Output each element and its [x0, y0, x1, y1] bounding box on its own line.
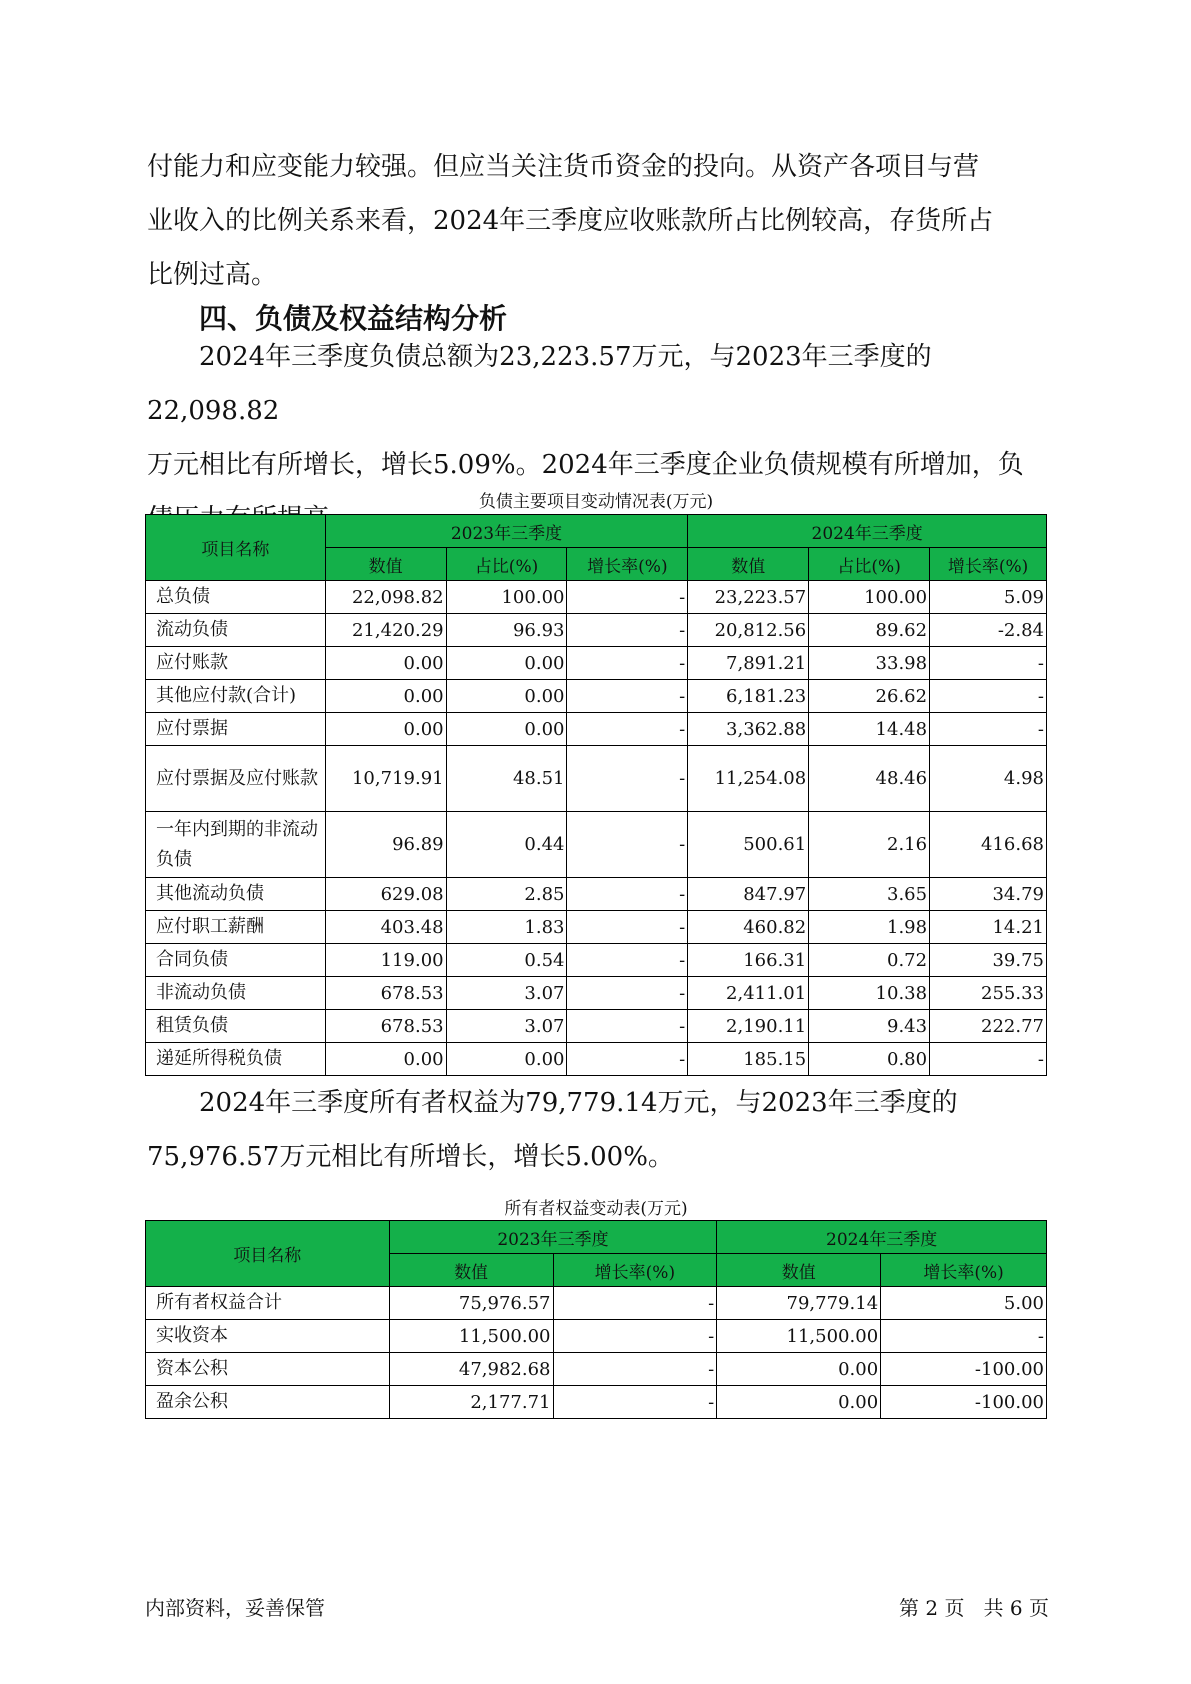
liability-sub-share-2024: 占比(%) [809, 548, 930, 581]
cell-value-2023: 0.00 [325, 1043, 446, 1076]
cell-growth-2024: -100.00 [881, 1353, 1047, 1386]
cell-growth-2024: - [930, 647, 1047, 680]
cell-value-2024: 185.15 [688, 1043, 809, 1076]
cell-growth-2024: - [930, 713, 1047, 746]
cell-share-2024: 33.98 [809, 647, 930, 680]
cell-growth-2024: 255.33 [930, 977, 1047, 1010]
table-row [146, 581, 1047, 614]
equity-header-row-1 [146, 1221, 1047, 1254]
cell-value-2023: 678.53 [325, 1010, 446, 1043]
cell-value-2024: 7,891.21 [688, 647, 809, 680]
cell-growth-2024: - [930, 1043, 1047, 1076]
table-row [146, 713, 1047, 746]
table-row [146, 746, 1047, 812]
equity-sub-value-2024: 数值 [717, 1254, 881, 1287]
cell-growth-2024: 4.98 [930, 746, 1047, 812]
cell-share-2023: 0.00 [446, 1043, 567, 1076]
cell-share-2024: 2.16 [809, 812, 930, 878]
cell-growth-2023: - [567, 581, 688, 614]
intro-line-1: 付能力和应变能力较强。但应当关注货币资金的投向。从资产各项目与营 [147, 152, 980, 182]
cell-share-2023: 0.44 [446, 812, 567, 878]
cell-value-2023: 11,500.00 [389, 1320, 553, 1353]
liability-sub-growth-2024: 增长率(%) [930, 548, 1047, 581]
liability-sub-value-2023: 数值 [325, 548, 446, 581]
equity-line-2: 75,976.57万元相比有所增长，增长5.00%。 [147, 1142, 674, 1172]
cell-value-2024: 79,779.14 [717, 1287, 881, 1320]
cell-growth-2024: 222.77 [930, 1010, 1047, 1043]
cell-value-2023: 119.00 [325, 944, 446, 977]
table-row [146, 1320, 1047, 1353]
cell-growth-2023: - [567, 812, 688, 878]
intro-paragraph [147, 140, 1052, 302]
cell-growth-2023: - [567, 680, 688, 713]
cell-share-2024: 3.65 [809, 878, 930, 911]
cell-value-2024: 500.61 [688, 812, 809, 878]
cell-value-2023: 22,098.82 [325, 581, 446, 614]
cell-share-2023: 3.07 [446, 977, 567, 1010]
cell-share-2024: 1.98 [809, 911, 930, 944]
row-name: 实收资本 [146, 1320, 390, 1353]
cell-value-2023: 403.48 [325, 911, 446, 944]
table-row [146, 878, 1047, 911]
cell-value-2023: 0.00 [325, 713, 446, 746]
cell-value-2024: 460.82 [688, 911, 809, 944]
liability-table-caption: 负债主要项目变动情况表(万元) [478, 492, 714, 512]
equity-table-caption: 所有者权益变动表(万元) [504, 1199, 688, 1219]
cell-growth-2024: 14.21 [930, 911, 1047, 944]
cell-share-2023: 0.00 [446, 647, 567, 680]
cell-share-2023: 96.93 [446, 614, 567, 647]
liability-sub-share-2023: 占比(%) [446, 548, 567, 581]
table-row [146, 1353, 1047, 1386]
liability-col-name: 项目名称 [146, 515, 326, 581]
liability-sub-growth-2023: 增长率(%) [567, 548, 688, 581]
cell-value-2023: 75,976.57 [389, 1287, 553, 1320]
cell-share-2023: 0.00 [446, 680, 567, 713]
table-row [146, 1287, 1047, 1320]
liability-table [145, 514, 1047, 1076]
cell-share-2024: 100.00 [809, 581, 930, 614]
equity-period-2023: 2023年三季度 [389, 1221, 717, 1254]
table-row [146, 614, 1047, 647]
row-name: 其他流动负债 [146, 878, 326, 911]
equity-paragraph [147, 1076, 1052, 1184]
table-row [146, 911, 1047, 944]
section-heading: 四、负债及权益结构分析 [199, 302, 508, 335]
cell-growth-2023: - [553, 1320, 717, 1353]
row-name: 应付账款 [146, 647, 326, 680]
cell-growth-2023: - [567, 878, 688, 911]
cell-share-2023: 48.51 [446, 746, 567, 812]
liability-line-1: 2024年三季度负债总额为23,223.57万元，与2023年三季度的22,098.82 [147, 342, 932, 426]
cell-growth-2024: - [930, 680, 1047, 713]
cell-share-2023: 100.00 [446, 581, 567, 614]
cell-value-2024: 0.00 [717, 1386, 881, 1419]
cell-share-2024: 0.72 [809, 944, 930, 977]
cell-value-2023: 21,420.29 [325, 614, 446, 647]
cell-value-2024: 2,190.11 [688, 1010, 809, 1043]
cell-share-2024: 26.62 [809, 680, 930, 713]
table-row [146, 1043, 1047, 1076]
row-name: 递延所得税负债 [146, 1043, 326, 1076]
liability-period-2023: 2023年三季度 [325, 515, 688, 548]
row-name: 非流动负债 [146, 977, 326, 1010]
table-row [146, 1010, 1047, 1043]
row-name: 应付职工薪酬 [146, 911, 326, 944]
cell-value-2024: 11,500.00 [717, 1320, 881, 1353]
cell-growth-2024: 416.68 [930, 812, 1047, 878]
liability-line-2: 万元相比有所增长，增长5.09%。2024年三季度企业负债规模有所增加，负 [147, 450, 1024, 480]
cell-value-2024: 2,411.01 [688, 977, 809, 1010]
cell-share-2024: 9.43 [809, 1010, 930, 1043]
table-row [146, 812, 1047, 878]
footer-page-number: 第 2 页 共 6 页 [899, 1596, 1049, 1620]
cell-growth-2024: 34.79 [930, 878, 1047, 911]
row-name: 所有者权益合计 [146, 1287, 390, 1320]
cell-growth-2023: - [567, 1010, 688, 1043]
row-name: 一年内到期的非流动负债 [146, 812, 326, 878]
row-name: 租赁负债 [146, 1010, 326, 1043]
cell-growth-2024: - [881, 1320, 1047, 1353]
cell-value-2024: 23,223.57 [688, 581, 809, 614]
cell-growth-2024: 39.75 [930, 944, 1047, 977]
cell-value-2024: 847.97 [688, 878, 809, 911]
footer-confidential-note: 内部资料，妥善保管 [145, 1596, 325, 1620]
table-row [146, 680, 1047, 713]
cell-value-2024: 166.31 [688, 944, 809, 977]
cell-growth-2023: - [567, 1043, 688, 1076]
cell-growth-2023: - [567, 746, 688, 812]
cell-share-2024: 89.62 [809, 614, 930, 647]
cell-growth-2023: - [553, 1287, 717, 1320]
cell-value-2024: 3,362.88 [688, 713, 809, 746]
equity-table [145, 1220, 1047, 1419]
liability-period-2024: 2024年三季度 [688, 515, 1047, 548]
row-name: 其他应付款(合计) [146, 680, 326, 713]
cell-value-2023: 2,177.71 [389, 1386, 553, 1419]
table-row [146, 1386, 1047, 1419]
cell-share-2023: 0.00 [446, 713, 567, 746]
cell-growth-2023: - [567, 977, 688, 1010]
cell-value-2023: 10,719.91 [325, 746, 446, 812]
cell-value-2023: 47,982.68 [389, 1353, 553, 1386]
cell-growth-2023: - [567, 911, 688, 944]
cell-value-2024: 11,254.08 [688, 746, 809, 812]
row-name: 应付票据及应付账款 [146, 746, 326, 812]
cell-growth-2023: - [553, 1353, 717, 1386]
cell-share-2024: 10.38 [809, 977, 930, 1010]
cell-growth-2024: -2.84 [930, 614, 1047, 647]
cell-value-2023: 0.00 [325, 680, 446, 713]
table-row [146, 977, 1047, 1010]
row-name: 流动负债 [146, 614, 326, 647]
cell-growth-2023: - [567, 944, 688, 977]
cell-share-2024: 14.48 [809, 713, 930, 746]
cell-share-2023: 2.85 [446, 878, 567, 911]
row-name: 总负债 [146, 581, 326, 614]
cell-share-2023: 1.83 [446, 911, 567, 944]
intro-line-3: 比例过高。 [147, 260, 278, 290]
row-name: 合同负债 [146, 944, 326, 977]
row-name: 应付票据 [146, 713, 326, 746]
cell-value-2023: 96.89 [325, 812, 446, 878]
table-row [146, 944, 1047, 977]
equity-sub-growth-2023: 增长率(%) [553, 1254, 717, 1287]
cell-share-2023: 0.54 [446, 944, 567, 977]
row-name: 资本公积 [146, 1353, 390, 1386]
cell-value-2023: 629.08 [325, 878, 446, 911]
cell-value-2023: 678.53 [325, 977, 446, 1010]
table-row [146, 647, 1047, 680]
equity-sub-growth-2024: 增长率(%) [881, 1254, 1047, 1287]
cell-growth-2023: - [567, 614, 688, 647]
equity-sub-value-2023: 数值 [389, 1254, 553, 1287]
liability-sub-value-2024: 数值 [688, 548, 809, 581]
cell-share-2024: 0.80 [809, 1043, 930, 1076]
cell-growth-2023: - [567, 647, 688, 680]
cell-value-2024: 20,812.56 [688, 614, 809, 647]
equity-col-name: 项目名称 [146, 1221, 390, 1287]
cell-value-2023: 0.00 [325, 647, 446, 680]
equity-period-2024: 2024年三季度 [717, 1221, 1047, 1254]
equity-line-1: 2024年三季度所有者权益为79,779.14万元，与2023年三季度的 [199, 1088, 958, 1118]
intro-line-2: 业收入的比例关系来看，2024年三季度应收账款所占比例较高，存货所占 [147, 206, 994, 236]
row-name: 盈余公积 [146, 1386, 390, 1419]
cell-growth-2024: 5.09 [930, 581, 1047, 614]
cell-growth-2024: -100.00 [881, 1386, 1047, 1419]
cell-growth-2024: 5.00 [881, 1287, 1047, 1320]
liability-header-row-1 [146, 515, 1047, 548]
cell-value-2024: 0.00 [717, 1353, 881, 1386]
cell-share-2024: 48.46 [809, 746, 930, 812]
cell-share-2023: 3.07 [446, 1010, 567, 1043]
cell-growth-2023: - [553, 1386, 717, 1419]
cell-growth-2023: - [567, 713, 688, 746]
cell-value-2024: 6,181.23 [688, 680, 809, 713]
